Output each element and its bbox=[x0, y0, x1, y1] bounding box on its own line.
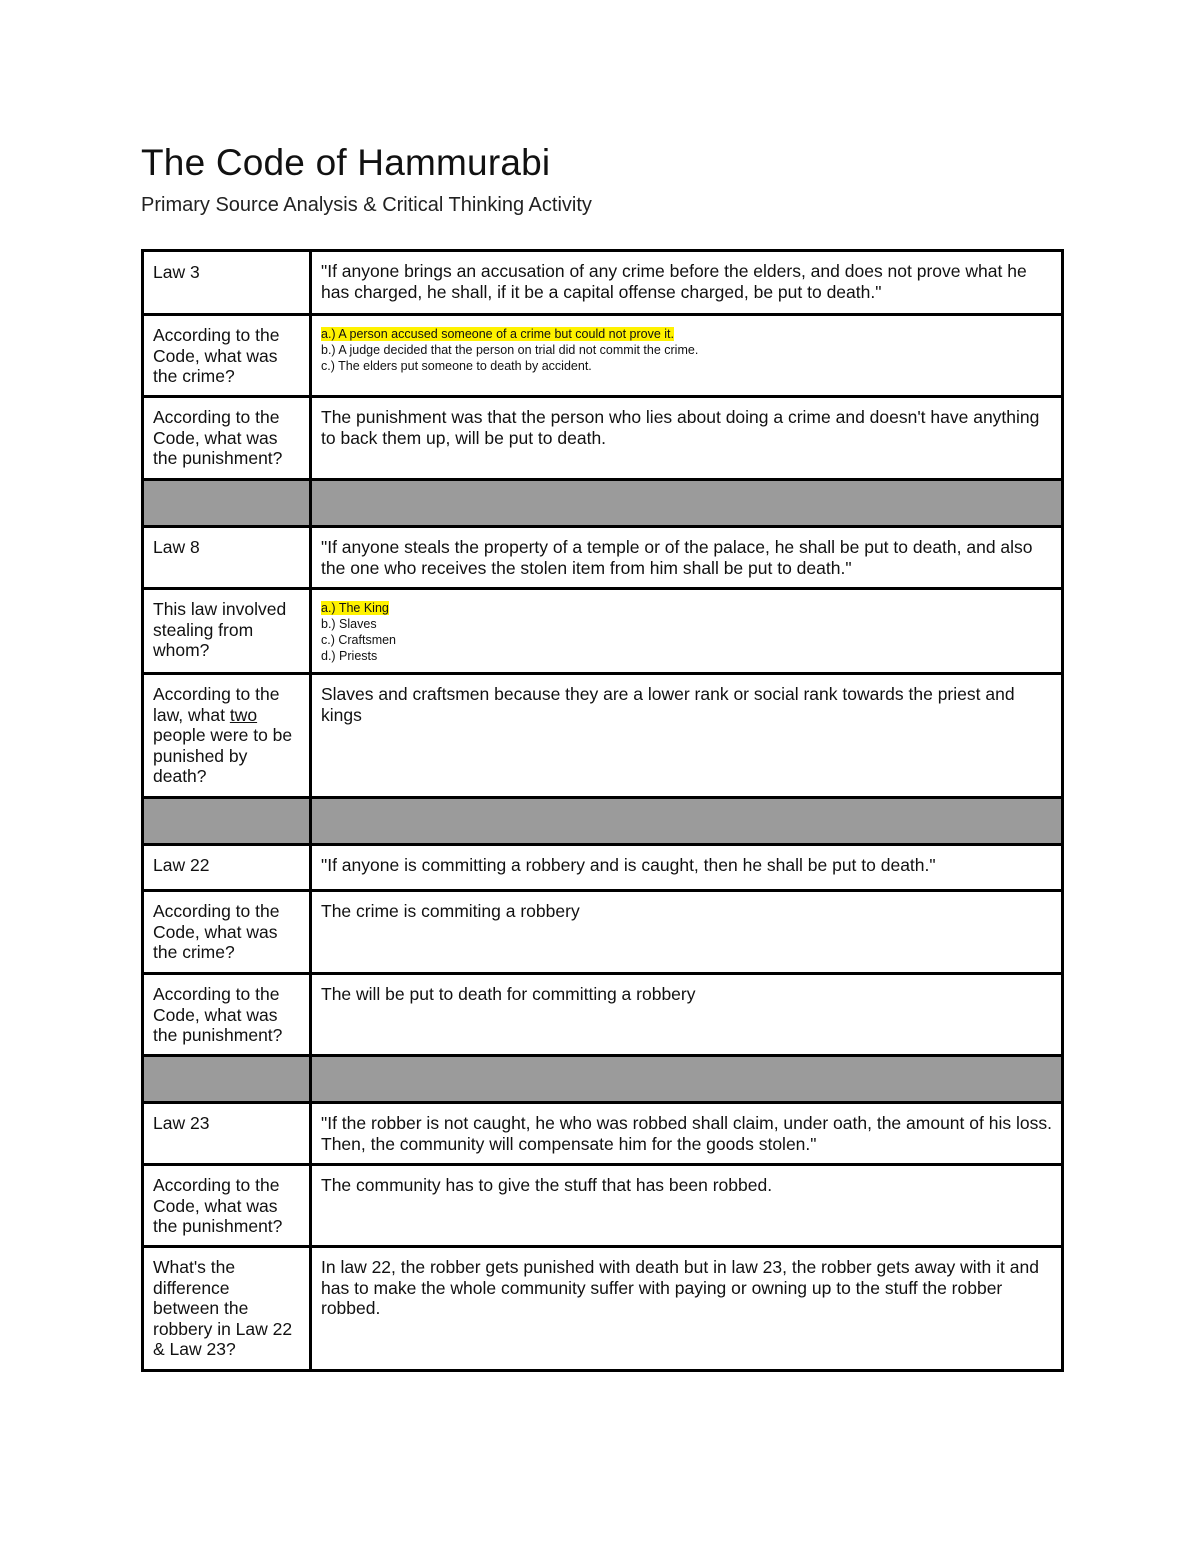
law3-crime-question: According to the Code, what was the crime? bbox=[143, 315, 311, 397]
law8-whom-option-a-text: a.) The King bbox=[321, 601, 389, 615]
law8-whom-option-d[interactable]: d.) Priests bbox=[321, 649, 378, 663]
law22-crime-row bbox=[143, 891, 1063, 974]
law22-name: Law 22 bbox=[143, 845, 311, 891]
law3-crime-options bbox=[311, 315, 1063, 397]
law22-crime-question: According to the Code, what was the crime? bbox=[143, 891, 311, 974]
law8-whom-option-a[interactable] bbox=[321, 600, 1052, 616]
law8-whom-options bbox=[311, 589, 1063, 674]
law22-row bbox=[143, 845, 1063, 891]
law3-crime-option-b[interactable]: b.) A judge decided that the person on trial did not commit the crime. bbox=[321, 343, 699, 357]
law3-crime-option-a-text: a.) A person accused someone of a crime but could not prove it. bbox=[321, 327, 674, 341]
law8-name: Law 8 bbox=[143, 527, 311, 589]
law8-two-question-start: According to the law, what bbox=[153, 684, 280, 725]
law3-quote: "If anyone brings an accusation of any crime before the elders, and does not prove what he has charged, he shall, if it be a capital offense charged, be put to death." bbox=[311, 251, 1063, 315]
law23-difference-question: What's the difference between the robbery in Law 22 & Law 23? bbox=[143, 1247, 311, 1371]
law22-punishment-question: According to the Code, what was the punishment? bbox=[143, 974, 311, 1056]
law22-punishment-answer[interactable]: The will be put to death for committing a robbery bbox=[311, 974, 1063, 1056]
law3-punishment-answer[interactable]: The punishment was that the person who lies about doing a crime and doesn't have anything to back them up, will be put to death. bbox=[311, 397, 1063, 480]
law23-quote: "If the robber is not caught, he who was robbed shall claim, under oath, the amount of his loss. Then, the community will compensate him for the goods stolen." bbox=[311, 1103, 1063, 1165]
law8-two-question-underlined: two bbox=[229, 704, 258, 725]
law8-row bbox=[143, 527, 1063, 589]
law22-punishment-row bbox=[143, 974, 1063, 1056]
law23-row bbox=[143, 1103, 1063, 1165]
law3-punishment-question: According to the Code, what was the punishment? bbox=[143, 397, 311, 480]
law3-row bbox=[143, 251, 1063, 315]
law23-name: Law 23 bbox=[143, 1103, 311, 1165]
law23-difference-answer[interactable]: In law 22, the robber gets punished with death but in law 23, the robber gets away with it and has to make the whole community suffer with paying or owning up to the stuff the robber robbed. bbox=[311, 1247, 1063, 1371]
law3-name: Law 3 bbox=[143, 251, 311, 315]
law23-punishment-row bbox=[143, 1165, 1063, 1247]
law3-crime-option-a[interactable] bbox=[321, 326, 1052, 342]
law8-whom-option-b[interactable]: b.) Slaves bbox=[321, 617, 377, 631]
law8-two-answer[interactable]: Slaves and craftsmen because they are a lower rank or social rank towards the priest and kings bbox=[311, 674, 1063, 798]
law8-quote: "If anyone steals the property of a temple or of the palace, he shall be put to death, and also the one who receives the stolen item from him shall be put to death." bbox=[311, 527, 1063, 589]
law8-whom-row bbox=[143, 589, 1063, 674]
law22-crime-answer[interactable]: The crime is commiting a robbery bbox=[311, 891, 1063, 974]
law3-crime-row bbox=[143, 315, 1063, 397]
law23-punishment-answer[interactable]: The community has to give the stuff that has been robbed. bbox=[311, 1165, 1063, 1247]
law8-whom-question: This law involved stealing from whom? bbox=[143, 589, 311, 674]
separator-row bbox=[143, 480, 1063, 527]
page-subtitle: Primary Source Analysis & Critical Thinking Activity bbox=[141, 194, 592, 216]
separator-row bbox=[143, 1056, 1063, 1103]
law3-punishment-row bbox=[143, 397, 1063, 480]
analysis-table bbox=[141, 249, 1064, 1372]
separator-row bbox=[143, 798, 1063, 845]
law8-whom-option-c[interactable]: c.) Craftsmen bbox=[321, 633, 397, 647]
law23-punishment-question: According to the Code, what was the punishment? bbox=[143, 1165, 311, 1247]
law8-two-row bbox=[143, 674, 1063, 798]
law3-crime-option-c[interactable]: c.) The elders put someone to death by accident. bbox=[321, 359, 592, 373]
law23-difference-row bbox=[143, 1247, 1063, 1371]
law8-two-question bbox=[143, 674, 311, 798]
law8-two-question-end: people were to be punished by death? bbox=[153, 725, 293, 786]
page-title: The Code of Hammurabi bbox=[141, 142, 551, 183]
law22-quote: "If anyone is committing a robbery and is caught, then he shall be put to death." bbox=[311, 845, 1063, 891]
